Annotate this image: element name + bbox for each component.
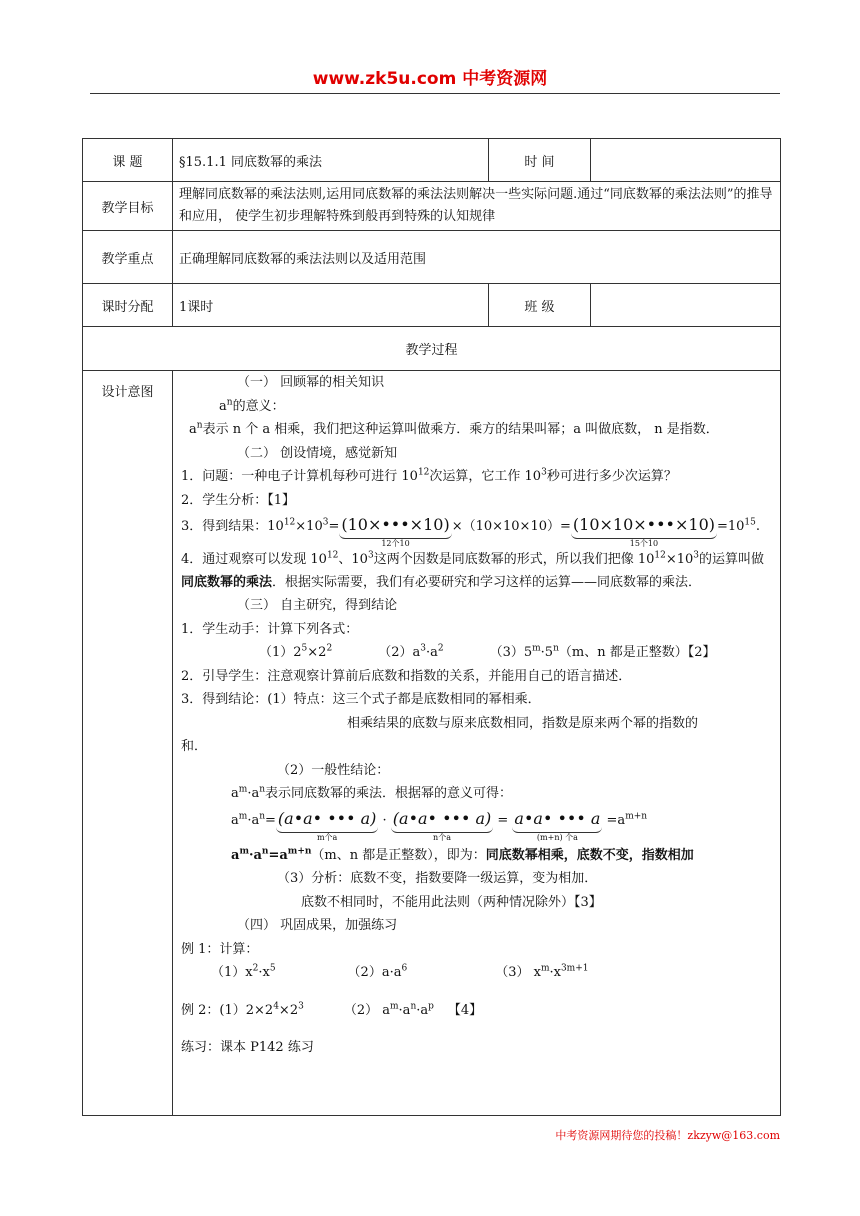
time-value — [591, 139, 781, 182]
conclusion-1: 3．得到结论：(1）特点：这三个式子都是底数相同的幂相乘． — [181, 692, 541, 707]
analysis-1: （3）分析：底数不变，指数要降一级运算，变为相加． — [277, 871, 598, 886]
class-value — [591, 284, 781, 327]
lesson-plan-table — [82, 138, 781, 1116]
brace-12-caption: 12个10 — [381, 539, 410, 548]
example-1-items: $(1)x^2\cdot x^5$ $(2)a\cdot a^6$ （3） $x^m\cdot x^{3m+1}$ — [211, 963, 589, 980]
brace-n: (a•a• ••• a) n个a — [391, 806, 493, 833]
brace-mn: a•a• ••• a (m+n) 个a — [512, 806, 602, 833]
brace-15: (10×10×•••×10) 15个10 — [571, 512, 717, 539]
label-topic: 课 题 — [83, 139, 173, 182]
brace-m-caption: m个a — [316, 832, 338, 842]
goals-value: 理解同底数幂的乘法法则,运用同底数幂的乘法法则解决一些实际问题.通过“同底数幂的乘法法则”的推导和应用， 使学生初步理解特殊到般再到特殊的认知规律 — [173, 182, 781, 231]
section-1-title: （一） 回顾幂的相关知识 — [237, 375, 385, 390]
guide-students: 2．引导学生：注意观察计算前后底数和指数的关系，并能用自己的语言描述． — [181, 668, 632, 684]
general-conclusion-title: （2）一般性结论： — [277, 762, 390, 778]
an-definition: $a^n$表示 n 个 a 相乘，我们把这种运算叫做乘方．乘方的结果叫幂；a 叫做底数， n 是指数． — [189, 420, 719, 437]
site-header: www.zk5u.com 中考资源网 — [312, 69, 548, 89]
conclusion-1c: 和． — [181, 739, 208, 754]
example-2: 例 2：$(1)2\times 2^4\times 2^3$ （2） $a^m\cdot a^n\cdot a^p$ 【4】 — [181, 1001, 483, 1018]
label-time: 时 间 — [489, 139, 591, 182]
footer-note: 中考资源网期待您的投稿！zkzyw@163.com — [555, 1129, 780, 1142]
analysis-2: 底数不相同时，不能用此法则（两种情况除外）【3】 — [301, 894, 602, 910]
practice-items: $(1)2^5\times 2^2$ $(2)a^3\cdot a^2$ $(3)5^m\cdot 5^n(m$、n 都是正整数）【2】 — [259, 643, 716, 660]
brace-12: (10×•••×10) 12个10 — [339, 512, 451, 539]
conclusion-1b: 相乘结果的底数与原来底数相同，指数是原来两个幂的指数的 — [347, 715, 699, 731]
general-meaning: $a^m\cdot a^n$表示同底数幂的乘法．根据幂的意义可得： — [231, 784, 513, 801]
question-2: 2．学生分析：【1】 — [181, 492, 296, 508]
hours-value: 1课时 — [173, 284, 489, 327]
brace-15-caption: 15个10 — [629, 539, 659, 548]
label-key: 教学重点 — [83, 231, 173, 284]
an-meaning: $a^n$的意义： — [219, 397, 285, 414]
section-3-title: （三） 自主研究，得到结论 — [237, 598, 398, 613]
label-hours: 课时分配 — [83, 284, 173, 327]
label-goals: 教学目标 — [83, 182, 173, 231]
brace-n-caption: n个a — [433, 832, 451, 842]
result-formula: 3．得到结果：$10^{12}\times 10^3=$ (10×•••×10) 12个10 ×（10×10×10）= (10×10×•••×10) 15个10 $=10^{15}$. — [181, 512, 774, 548]
section-2-title: （二） 创设情境，感觉新知 — [237, 445, 398, 461]
brace-mn-caption: (m+n) 个a — [536, 832, 578, 842]
general-formula: $a^m\cdot a^n=$ (a•a• ••• a) m个a · (a•a• ••• a) n个a = a•a• ••• a (m+n) 个a $=a^{m+n}$ — [181, 806, 774, 844]
label-design: 设计意图 — [83, 371, 173, 1116]
section-4-title: （四） 巩固成果，加强练习 — [237, 918, 398, 933]
label-class: 班 级 — [489, 284, 591, 327]
practice-prompt: 1．学生动手：计算下列各式： — [181, 621, 359, 637]
key-value: 正确理解同底数幂的乘法法则以及适用范围 — [173, 231, 781, 284]
header-rule — [90, 93, 780, 94]
topic-value: §15.1.1 同底数幂的乘法 — [173, 139, 489, 182]
practice-note: 练习：课本 P142 练习 — [181, 1040, 314, 1055]
question-1: 1．问题：一种电子计算机每秒可进行 $10^{12}$次运算，它工作 $10^3$秒可进行多少次运算？ — [181, 467, 677, 484]
rule-statement: $a^m\cdot a^n=a^{m+n}(m$、n 都是正整数），即为：同底数幂相乘，底数不变，指数相加 — [231, 846, 694, 863]
process-title: 教学过程 — [83, 327, 781, 371]
process-body — [173, 371, 781, 1116]
observation-paragraph: 4．通过观察可以发现 $10^{12}$、$10^3$这两个因数是同底数幂的形式，所以我们把像 $10^{12}\times 10^3$的运算叫做同底数幂的乘法．根据实际需要，我们有必要研究和学习这样的运算——同底数幂的乘法． — [181, 550, 765, 590]
brace-m: (a•a• ••• a) m个a — [276, 806, 378, 833]
example-1-title: 例 1：计算： — [181, 941, 259, 957]
